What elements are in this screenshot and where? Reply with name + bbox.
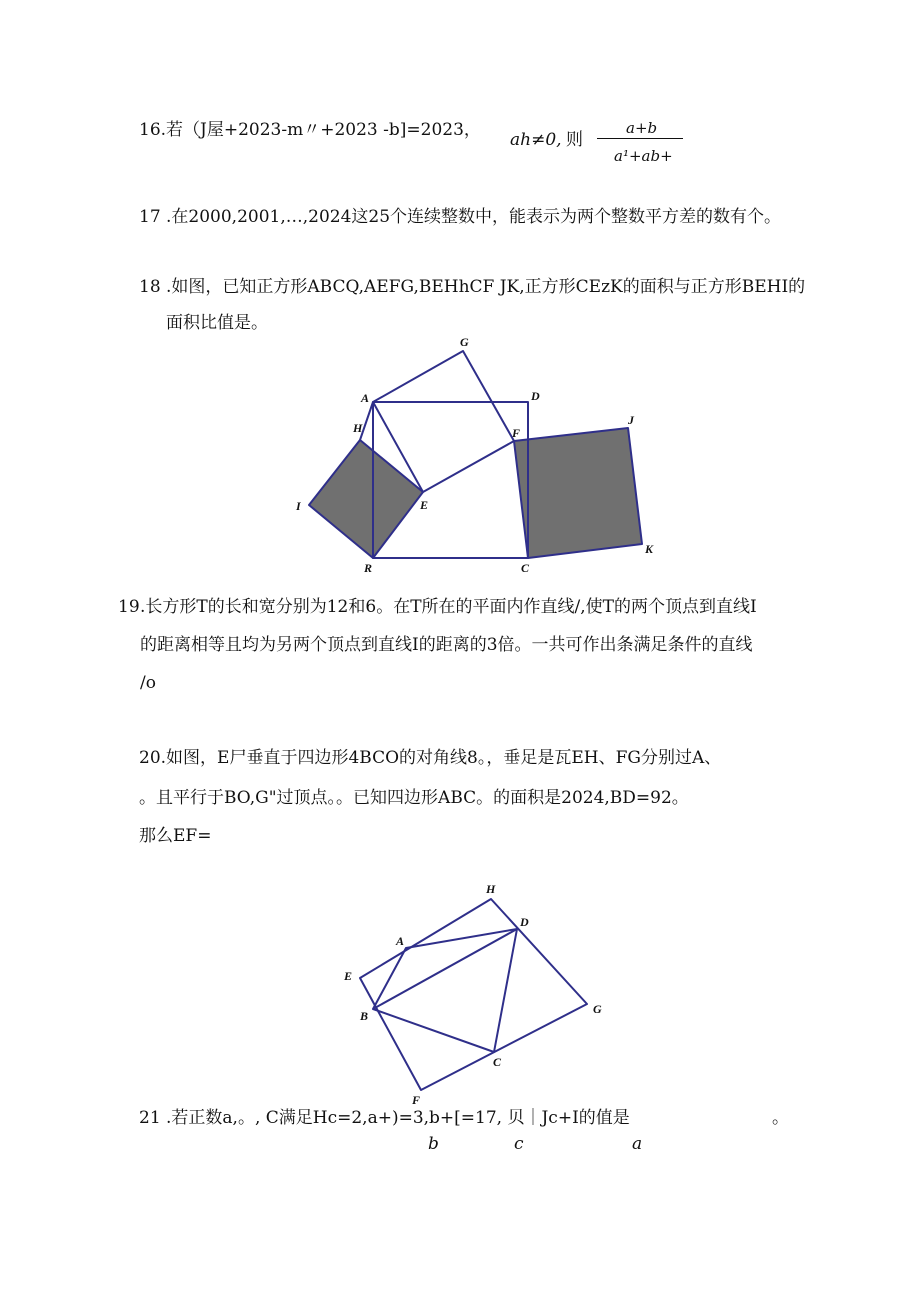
label-K: K — [645, 542, 654, 556]
q19-line3: /o — [140, 673, 156, 693]
label-C: C — [493, 1055, 502, 1069]
q16-condition: ah≠0, — [510, 130, 562, 150]
label-H: H — [486, 882, 496, 896]
q21-text: .若正数a,。, C满足Hc=2,a+)=3,b+[=17, 贝｜Jc+I的值是 — [166, 1108, 630, 1128]
label-F: F — [412, 1093, 421, 1107]
q18-line2: 面积比值是。 — [166, 313, 268, 333]
q18-number: 18 — [139, 277, 161, 297]
outer-EHGF — [360, 899, 587, 1090]
label-R: R — [364, 561, 373, 575]
label-F: F — [512, 426, 521, 440]
q21-number: 21 — [139, 1108, 161, 1128]
q16-then: 则 — [566, 130, 583, 150]
q17-number: 17 — [139, 207, 161, 227]
label-J: J — [628, 413, 634, 427]
q21-sub-a: a — [632, 1134, 643, 1154]
label-B: B — [360, 1009, 369, 1023]
label-E: E — [420, 498, 429, 512]
label-G: G — [593, 1002, 602, 1016]
label-I: I — [296, 499, 301, 513]
quadrilateral-ABCD — [373, 929, 517, 1052]
q19-number: 19 — [118, 597, 140, 617]
label-A: A — [361, 391, 370, 405]
q19-line2: 的距离相等且均为另两个顶点到直线I的距离的3倍。一共可作出条满足条件的直线 — [140, 635, 753, 655]
q16-denominator: a¹+ab+ — [614, 147, 673, 165]
q16-numerator: a+b — [626, 119, 658, 137]
label-D: D — [520, 915, 529, 929]
label-G: G — [460, 335, 469, 349]
q17-text: .在2000,2001,…,2024这25个连续整数中，能表示为两个整数平方差的数有个。 — [166, 207, 782, 227]
q20-line2: 。且平行于BO,G"过顶点。。已知四边形ABC。的面积是2024,BD=92。 — [139, 788, 689, 808]
label-D: D — [531, 389, 540, 403]
label-E: E — [344, 969, 353, 983]
label-H: H — [353, 421, 363, 435]
q21-sub-c: c — [514, 1134, 524, 1154]
label-C: C — [521, 561, 530, 575]
q16-text: 16.若（J屋+2023-m〃+2023 -b]=2023， — [139, 120, 481, 140]
q18-line1: .如图，已知正方形ABCQ,AEFG,BEHhCF JK,正方形CEzK的面积与正方形BEHI的 — [166, 277, 806, 297]
q21-period: 。 — [772, 1108, 789, 1128]
label-A: A — [396, 934, 405, 948]
q20-line3: 那么EF= — [139, 826, 212, 846]
q21-sub-b: b — [428, 1134, 439, 1154]
q20-line1: 20.如图，E尸垂直于四边形4BCO的对角线8。，垂足是瓦EH、FG分别过A、 — [139, 748, 722, 768]
q19-line1: .长方形T的长和宽分别为12和6。在T所在的平面内作直线/,使T的两个顶点到直线I — [140, 597, 757, 617]
